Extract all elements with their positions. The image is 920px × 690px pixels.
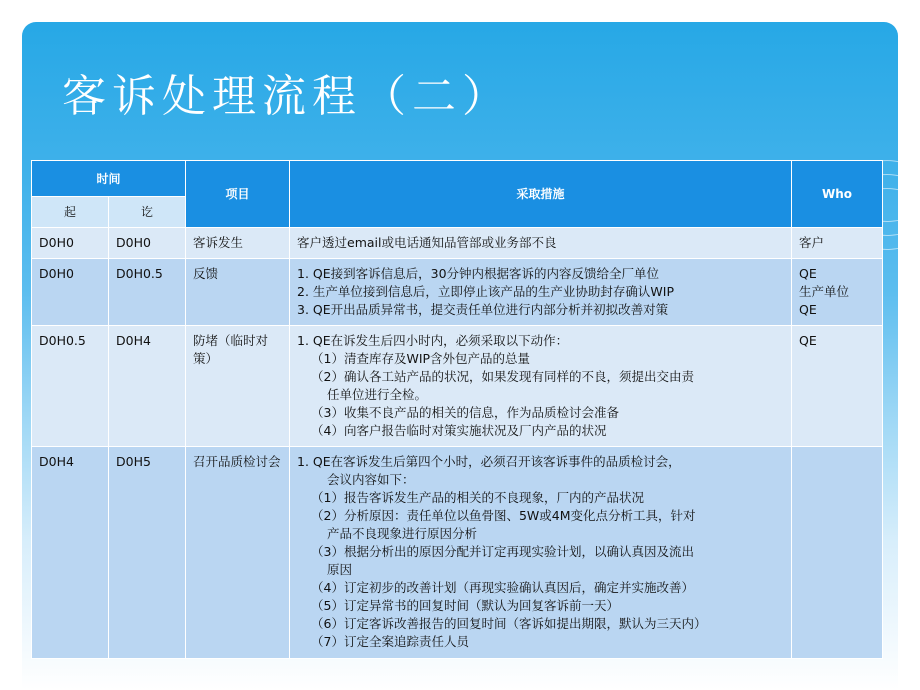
measure-line: 产品不良现象进行原因分析	[327, 526, 478, 541]
cell-measures	[290, 447, 792, 659]
cell-end: D0H0.5	[109, 259, 186, 326]
measure-line: 1. QE在诉发生后四小时内，必须采取以下动作：	[297, 333, 569, 348]
measure-line: （1）清查库存及WIP含外包产品的总量	[311, 351, 531, 366]
measure-line: （6）订定客诉改善报告的回复时间（客诉如提出期限，默认为三天内）	[311, 616, 707, 631]
cell-start: D0H4	[32, 447, 109, 659]
slide-title: 客诉处理流程（二）	[62, 71, 512, 122]
cell-item: 反馈	[186, 259, 290, 326]
table-row	[32, 447, 883, 659]
header-time: 时间	[32, 161, 186, 197]
table-row	[32, 259, 883, 326]
process-table	[31, 160, 883, 659]
measure-line: 3. QE开出品质异常书，提交责任单位进行内部分析并初拟改善对策	[297, 302, 669, 317]
cell-start: D0H0	[32, 228, 109, 259]
cell-end: D0H4	[109, 326, 186, 447]
table-row	[32, 228, 883, 259]
measure-line: （1）报告客诉发生产品的相关的不良现象，厂内的产品状况	[311, 490, 644, 505]
measure-line: （2）分析原因：责任单位以鱼骨图、5W或4M变化点分析工具，针对	[311, 508, 696, 523]
cell-item: 防堵（临时对策）	[186, 326, 290, 447]
header-item: 项目	[186, 161, 290, 228]
header-end: 讫	[109, 197, 186, 228]
measure-line: 任单位进行全检。	[327, 387, 428, 402]
who-line: QE	[799, 266, 817, 281]
cell-measures	[290, 259, 792, 326]
who-line: QE	[799, 302, 817, 317]
measure-line: （3）收集不良产品的相关的信息，作为品质检讨会准备	[311, 405, 619, 420]
cell-end: D0H5	[109, 447, 186, 659]
cell-measures	[290, 326, 792, 447]
who-line: 生产单位	[799, 284, 850, 299]
measure-line: 原因	[327, 562, 353, 577]
measure-line: （2）确认各工站产品的状况，如果发现有同样的不良，须提出交由责	[311, 369, 694, 384]
who-line: QE	[799, 333, 817, 348]
measure-line: （7）订定全案追踪责任人员	[311, 634, 469, 649]
cell-who	[792, 326, 883, 447]
measure-line: （4）订定初步的改善计划（再现实验确认真因后，确定并实施改善）	[311, 580, 694, 595]
header-measures: 采取措施	[290, 161, 792, 228]
measure-line: （5）订定异常书的回复时间（默认为回复客诉前一天）	[311, 598, 619, 613]
cell-who	[792, 228, 883, 259]
cell-item: 客诉发生	[186, 228, 290, 259]
cell-start: D0H0.5	[32, 326, 109, 447]
cell-end: D0H0	[109, 228, 186, 259]
measure-line: （3）根据分析出的原因分配并订定再现实验计划，以确认真因及流出	[311, 544, 694, 559]
measure-line: 2. 生产单位接到信息后，立即停止该产品的生产业协助封存确认WIP	[297, 284, 675, 299]
measure-line: 1. QE接到客诉信息后，30分钟内根据客诉的内容反馈给全厂单位	[297, 266, 660, 281]
who-line: 客户	[799, 235, 825, 250]
measure-line: 客户透过email或电话通知品管部或业务部不良	[297, 235, 557, 250]
cell-item: 召开品质检讨会	[186, 447, 290, 659]
cell-who	[792, 447, 883, 659]
cell-who	[792, 259, 883, 326]
header-who: Who	[792, 161, 883, 228]
table-row	[32, 326, 883, 447]
measure-line: 1. QE在客诉发生后第四个小时，必须召开该客诉事件的品质检讨会，	[297, 454, 681, 469]
cell-measures	[290, 228, 792, 259]
header-start: 起	[32, 197, 109, 228]
measure-line: （4）向客户报告临时对策实施状况及厂内产品的状况	[311, 423, 607, 438]
measure-line: 会议内容如下：	[327, 472, 415, 487]
cell-start: D0H0	[32, 259, 109, 326]
